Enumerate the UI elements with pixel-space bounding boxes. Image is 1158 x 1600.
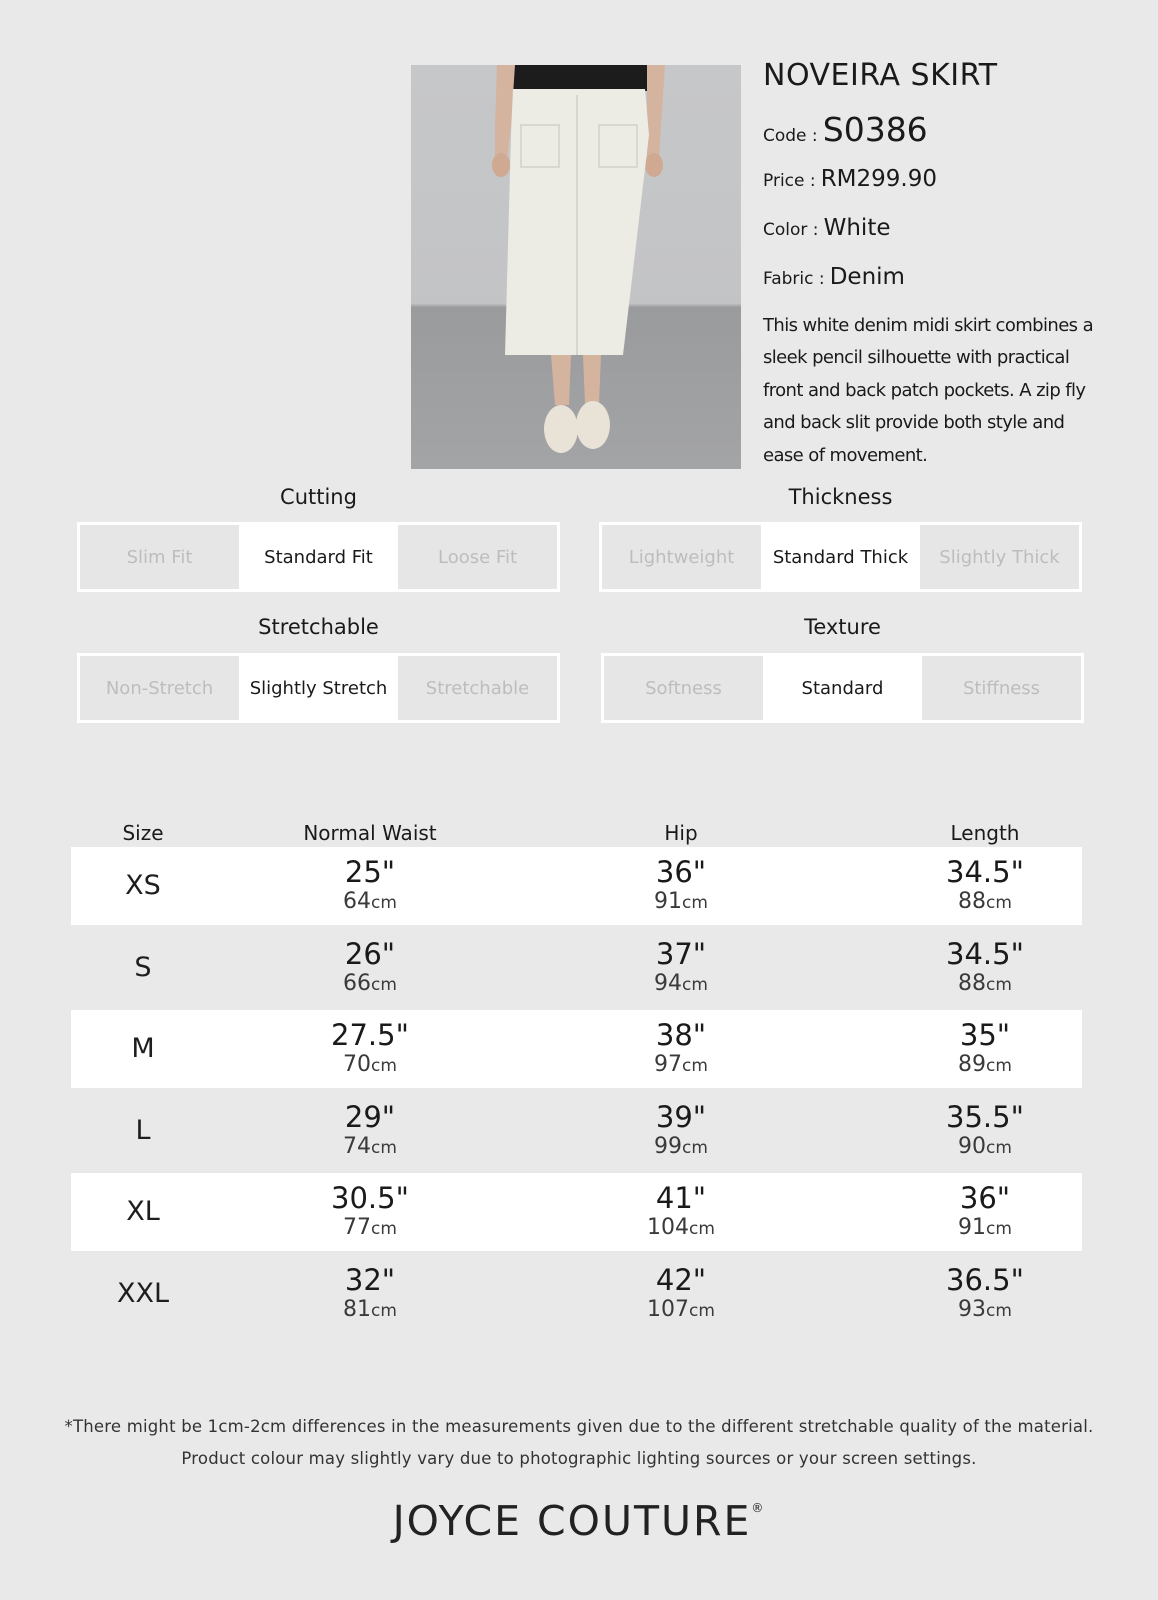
color-value: White [823, 215, 891, 241]
length-centimeters [885, 1133, 1085, 1162]
fabric-row [763, 264, 905, 290]
hip-centimeters [581, 970, 781, 999]
hip-inches: 36" [655, 855, 707, 889]
cutting-option: Loose Fit [398, 525, 557, 589]
fabric-label: Fabric : [763, 269, 825, 289]
length-inches: 35.5" [946, 1100, 1024, 1134]
length-cm-value: 90 [958, 1134, 987, 1159]
hip-centimeters [581, 1051, 781, 1080]
hip-cm-value: 104 [647, 1215, 690, 1240]
cm-unit: cm [682, 893, 708, 913]
brand-logo [0, 1497, 1158, 1545]
code-row [763, 110, 928, 149]
length-inches: 36" [959, 1181, 1011, 1215]
thickness-scale [599, 522, 1082, 592]
length-inches: 35" [959, 1018, 1011, 1052]
cm-unit: cm [371, 1056, 397, 1076]
cm-unit: cm [689, 1301, 715, 1321]
cm-unit: cm [371, 1138, 397, 1158]
stretchable-option: Non-Stretch [80, 656, 239, 720]
product-description: This white denim midi skirt combines a sleek pencil silhouette with practical front and back patch pockets. A zip fly and back slit provide both style and ease of movement. [763, 315, 1094, 466]
footer-note-colour: Product colour may slightly vary due to photographic lighting sources or your screen settings. [181, 1449, 977, 1468]
waist-cm-value: 74 [343, 1134, 372, 1159]
header-waist: Normal Waist [303, 821, 437, 845]
waist-cm-value: 77 [343, 1215, 372, 1240]
skirt-illustration [411, 65, 741, 469]
waist-cm-value: 81 [343, 1297, 372, 1322]
footer-note-stretch: *There might be 1cm-2cm differences in the measurements given due to the different stretchable quality of the material. [64, 1417, 1094, 1436]
hip-centimeters [581, 1214, 781, 1243]
hip-inches: 37" [655, 937, 707, 971]
waist-centimeters [270, 970, 470, 999]
code-label: Code : [763, 126, 818, 146]
waist-cell [270, 1265, 470, 1325]
hip-inches: 39" [655, 1100, 707, 1134]
texture-label: Texture [804, 615, 881, 639]
length-cell [885, 857, 1085, 917]
length-cm-value: 88 [958, 971, 987, 996]
waist-centimeters [270, 1133, 470, 1162]
registered-mark: ® [751, 1501, 766, 1515]
texture-option-selected: Standard [763, 656, 922, 720]
cm-unit: cm [986, 893, 1012, 913]
size-label: XXL [116, 1278, 170, 1309]
hip-cm-value: 107 [647, 1297, 690, 1322]
product-title: NOVEIRA SKIRT [763, 58, 998, 93]
size-label: L [135, 1115, 151, 1146]
length-cell [885, 1020, 1085, 1080]
waist-cell [270, 1020, 470, 1080]
waist-inches: 32" [344, 1263, 396, 1297]
hip-cell [581, 1102, 781, 1162]
size-label: M [131, 1033, 155, 1064]
cm-unit: cm [682, 1056, 708, 1076]
cm-unit: cm [682, 975, 708, 995]
length-cell [885, 939, 1085, 999]
hip-cell [581, 857, 781, 917]
code-value: S0386 [822, 110, 928, 149]
hip-centimeters [581, 1296, 781, 1325]
length-cm-value: 88 [958, 889, 987, 914]
hip-cm-value: 99 [654, 1134, 683, 1159]
hip-cm-value: 97 [654, 1052, 683, 1077]
cutting-scale [77, 522, 560, 592]
length-cm-value: 93 [958, 1297, 987, 1322]
cm-unit: cm [371, 1219, 397, 1239]
texture-scale [601, 653, 1084, 723]
waist-inches: 30.5" [331, 1181, 409, 1215]
waist-centimeters [270, 888, 470, 917]
waist-cm-value: 70 [343, 1052, 372, 1077]
hip-centimeters [581, 888, 781, 917]
waist-inches: 25" [344, 855, 396, 889]
length-cm-value: 91 [958, 1215, 987, 1240]
cm-unit: cm [986, 1056, 1012, 1076]
hip-cell [581, 1020, 781, 1080]
waist-inches: 27.5" [331, 1018, 409, 1052]
length-centimeters [885, 888, 1085, 917]
hip-inches: 41" [655, 1181, 707, 1215]
size-label: XS [125, 870, 161, 901]
waist-centimeters [270, 1214, 470, 1243]
stretchable-option-selected: Slightly Stretch [239, 656, 398, 720]
waist-centimeters [270, 1051, 470, 1080]
texture-option: Stiffness [922, 656, 1081, 720]
length-cm-value: 89 [958, 1052, 987, 1077]
cm-unit: cm [986, 975, 1012, 995]
thickness-label: Thickness [788, 485, 893, 509]
length-centimeters [885, 970, 1085, 999]
thickness-option: Slightly Thick [920, 525, 1079, 589]
length-cell [885, 1183, 1085, 1243]
stretchable-scale [77, 653, 560, 723]
hip-centimeters [581, 1133, 781, 1162]
header-hip: Hip [664, 821, 698, 845]
stretchable-option: Stretchable [398, 656, 557, 720]
hip-inches: 38" [655, 1018, 707, 1052]
price-row [763, 166, 937, 192]
length-centimeters [885, 1051, 1085, 1080]
product-photo [411, 65, 741, 469]
cm-unit: cm [371, 975, 397, 995]
cutting-option: Slim Fit [80, 525, 239, 589]
cm-unit: cm [682, 1138, 708, 1158]
cm-unit: cm [371, 893, 397, 913]
cm-unit: cm [371, 1301, 397, 1321]
length-centimeters [885, 1214, 1085, 1243]
hip-cm-value: 94 [654, 971, 683, 996]
hip-cell [581, 1265, 781, 1325]
waist-inches: 29" [344, 1100, 396, 1134]
waist-cell [270, 1183, 470, 1243]
length-cell [885, 1102, 1085, 1162]
header-length: Length [950, 821, 1020, 845]
length-centimeters [885, 1296, 1085, 1325]
cm-unit: cm [689, 1219, 715, 1239]
header-size: Size [122, 821, 164, 845]
cutting-label: Cutting [280, 485, 357, 509]
waist-cell [270, 939, 470, 999]
length-inches: 34.5" [946, 855, 1024, 889]
cm-unit: cm [986, 1301, 1012, 1321]
cutting-option-selected: Standard Fit [239, 525, 398, 589]
thickness-option-selected: Standard Thick [761, 525, 920, 589]
cm-unit: cm [986, 1138, 1012, 1158]
price-value: RM299.90 [820, 166, 938, 192]
color-label: Color : [763, 220, 819, 240]
thickness-option: Lightweight [602, 525, 761, 589]
hip-cell [581, 939, 781, 999]
stretchable-label: Stretchable [258, 615, 379, 639]
length-cell [885, 1265, 1085, 1325]
fabric-value: Denim [829, 264, 905, 290]
size-label: S [134, 952, 152, 983]
waist-centimeters [270, 1296, 470, 1325]
waist-inches: 26" [344, 937, 396, 971]
brand-name: JOYCE COUTURE [392, 1497, 752, 1545]
price-label: Price : [763, 171, 816, 191]
hip-cm-value: 91 [654, 889, 683, 914]
texture-option: Softness [604, 656, 763, 720]
waist-cm-value: 66 [343, 971, 372, 996]
size-label: XL [126, 1196, 160, 1227]
color-row [763, 215, 891, 241]
cm-unit: cm [986, 1219, 1012, 1239]
waist-cell [270, 857, 470, 917]
waist-cell [270, 1102, 470, 1162]
hip-inches: 42" [655, 1263, 707, 1297]
length-inches: 36.5" [946, 1263, 1024, 1297]
hip-cell [581, 1183, 781, 1243]
waist-cm-value: 64 [343, 889, 372, 914]
length-inches: 34.5" [946, 937, 1024, 971]
